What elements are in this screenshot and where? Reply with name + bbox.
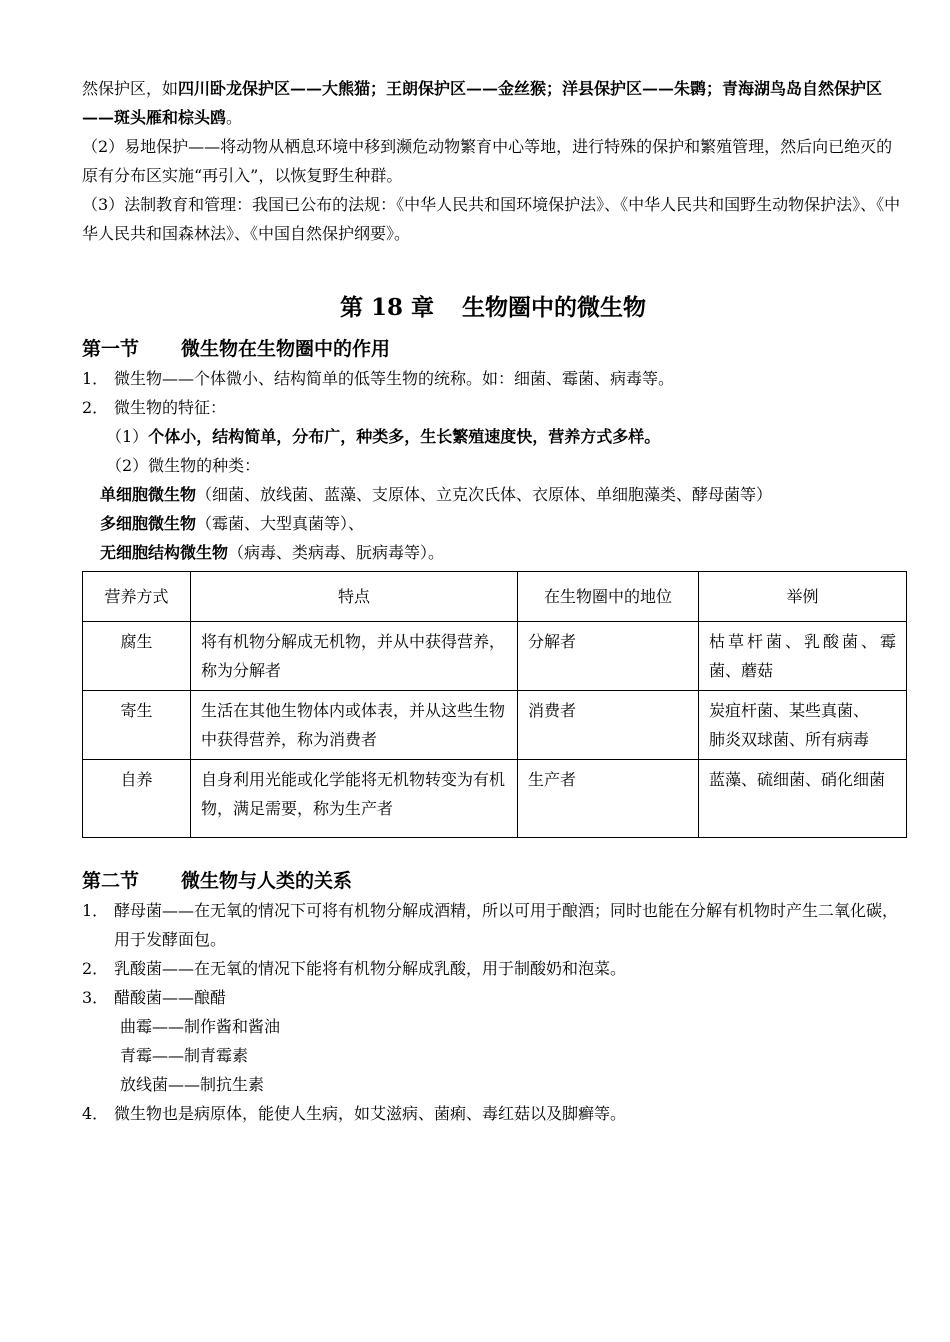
- list-item: 3． 醋酸菌——酿醋: [82, 988, 227, 1007]
- intro-paragraph-1: 然保护区，如四川卧龙保护区——大熊猫；王朗保护区——金丝猴；洋县保护区——朱鹮；青海湖鸟岛自然保护区——斑头雁和棕头鸥。: [82, 79, 883, 127]
- table-cell: 枯草杆菌、乳酸菌、霉菌、蘑菇: [699, 622, 907, 691]
- feature-2: （2）微生物的种类：: [106, 456, 261, 475]
- table-header: 特点: [191, 572, 518, 622]
- nutrition-table: [82, 571, 907, 838]
- table-cell: 炭疽杆菌、某些真菌、 肺炎双球菌、所有病毒: [699, 691, 907, 760]
- table-row: [83, 691, 907, 760]
- table-cell: 自身利用光能或化学能将无机物转变为有机物，满足需要，称为生产者: [191, 760, 518, 838]
- list-item: 2． 微生物的特征：: [82, 398, 227, 417]
- kind-single-cell: 单细胞微生物（细菌、放线菌、蓝藻、支原体、立克次氏体、衣原体、单细胞藻类、酵母菌等）: [100, 485, 773, 504]
- reserve-examples: 四川卧龙保护区——大熊猫；王朗保护区——金丝猴；洋县保护区——朱鹮；青海湖鸟岛自然保护区——斑头雁和棕头鸥: [82, 79, 883, 127]
- kind-acellular: 无细胞结构微生物（病毒、类病毒、朊病毒等）。: [100, 543, 445, 562]
- table-cell: 分解者: [518, 622, 699, 691]
- table-header: 在生物圈中的地位: [518, 572, 699, 622]
- section-1-heading: 第一节 微生物在生物圈中的作用: [82, 338, 391, 360]
- sub-item: 放线菌——制抗生素: [120, 1075, 265, 1094]
- section-2-heading: 第二节 微生物与人类的关系: [82, 870, 353, 892]
- table-row: [83, 760, 907, 838]
- table-header: 举例: [699, 572, 907, 622]
- chapter-title: 第 18 章 生物圈中的微生物: [339, 294, 647, 321]
- sub-item: 曲霉——制作酱和酱油: [120, 1017, 281, 1036]
- intro-paragraph-2: （2）易地保护——将动物从栖息环境中移到濒危动物繁育中心等地，进行特殊的保护和繁殖管理，然后向已绝灭的原有分布区实施“再引入”，以恢复野生种群。: [82, 137, 893, 185]
- table-cell: 生产者: [518, 760, 699, 838]
- table-header-row: [83, 572, 907, 622]
- table-header: 营养方式: [83, 572, 191, 622]
- list-item: 2． 乳酸菌——在无氧的情况下能将有机物分解成乳酸，用于制酸奶和泡菜。: [82, 959, 627, 978]
- list-item: 1． 酵母菌——在无氧的情况下可将有机物分解成酒精，所以可用于酿酒；同时也能在分解有机物时产生二氧化碳，用于发酵面包。: [82, 901, 899, 949]
- table-cell: 将有机物分解成无机物，并从中获得营养，称为分解者: [191, 622, 518, 691]
- table-cell: 生活在其他生物体内或体表，并从这些生物中获得营养，称为消费者: [191, 691, 518, 760]
- document-page: [82, 74, 904, 1128]
- table-row: [83, 622, 907, 691]
- intro-paragraph-3: （3）法制教育和管理：我国已公布的法规：《中华人民共和国环境保护法》、《中华人民共和国野生动物保护法》、《中华人民共和国森林法》、《中国自然保护纲要》。: [82, 195, 901, 243]
- list-item: 4． 微生物也是病原体，能使人生病，如艾滋病、菌痢、毒红菇以及脚癣等。: [82, 1104, 627, 1123]
- table-cell: 消费者: [518, 691, 699, 760]
- kind-multi-cell: 多细胞微生物（霉菌、大型真菌等）、: [100, 514, 365, 533]
- list-item: 1． 微生物——个体微小、结构简单的低等生物的统称。如：细菌、霉菌、病毒等。: [82, 369, 675, 388]
- table-cell: 腐生: [83, 622, 191, 691]
- sub-item: 青霉——制青霉素: [120, 1046, 249, 1065]
- feature-1: （1）个体小，结构简单，分布广，种类多，生长繁殖速度快，营养方式多样。: [106, 427, 661, 446]
- table-cell: 寄生: [83, 691, 191, 760]
- table-cell: 自养: [83, 760, 191, 838]
- table-cell: 蓝藻、硫细菌、硝化细菌: [699, 760, 907, 838]
